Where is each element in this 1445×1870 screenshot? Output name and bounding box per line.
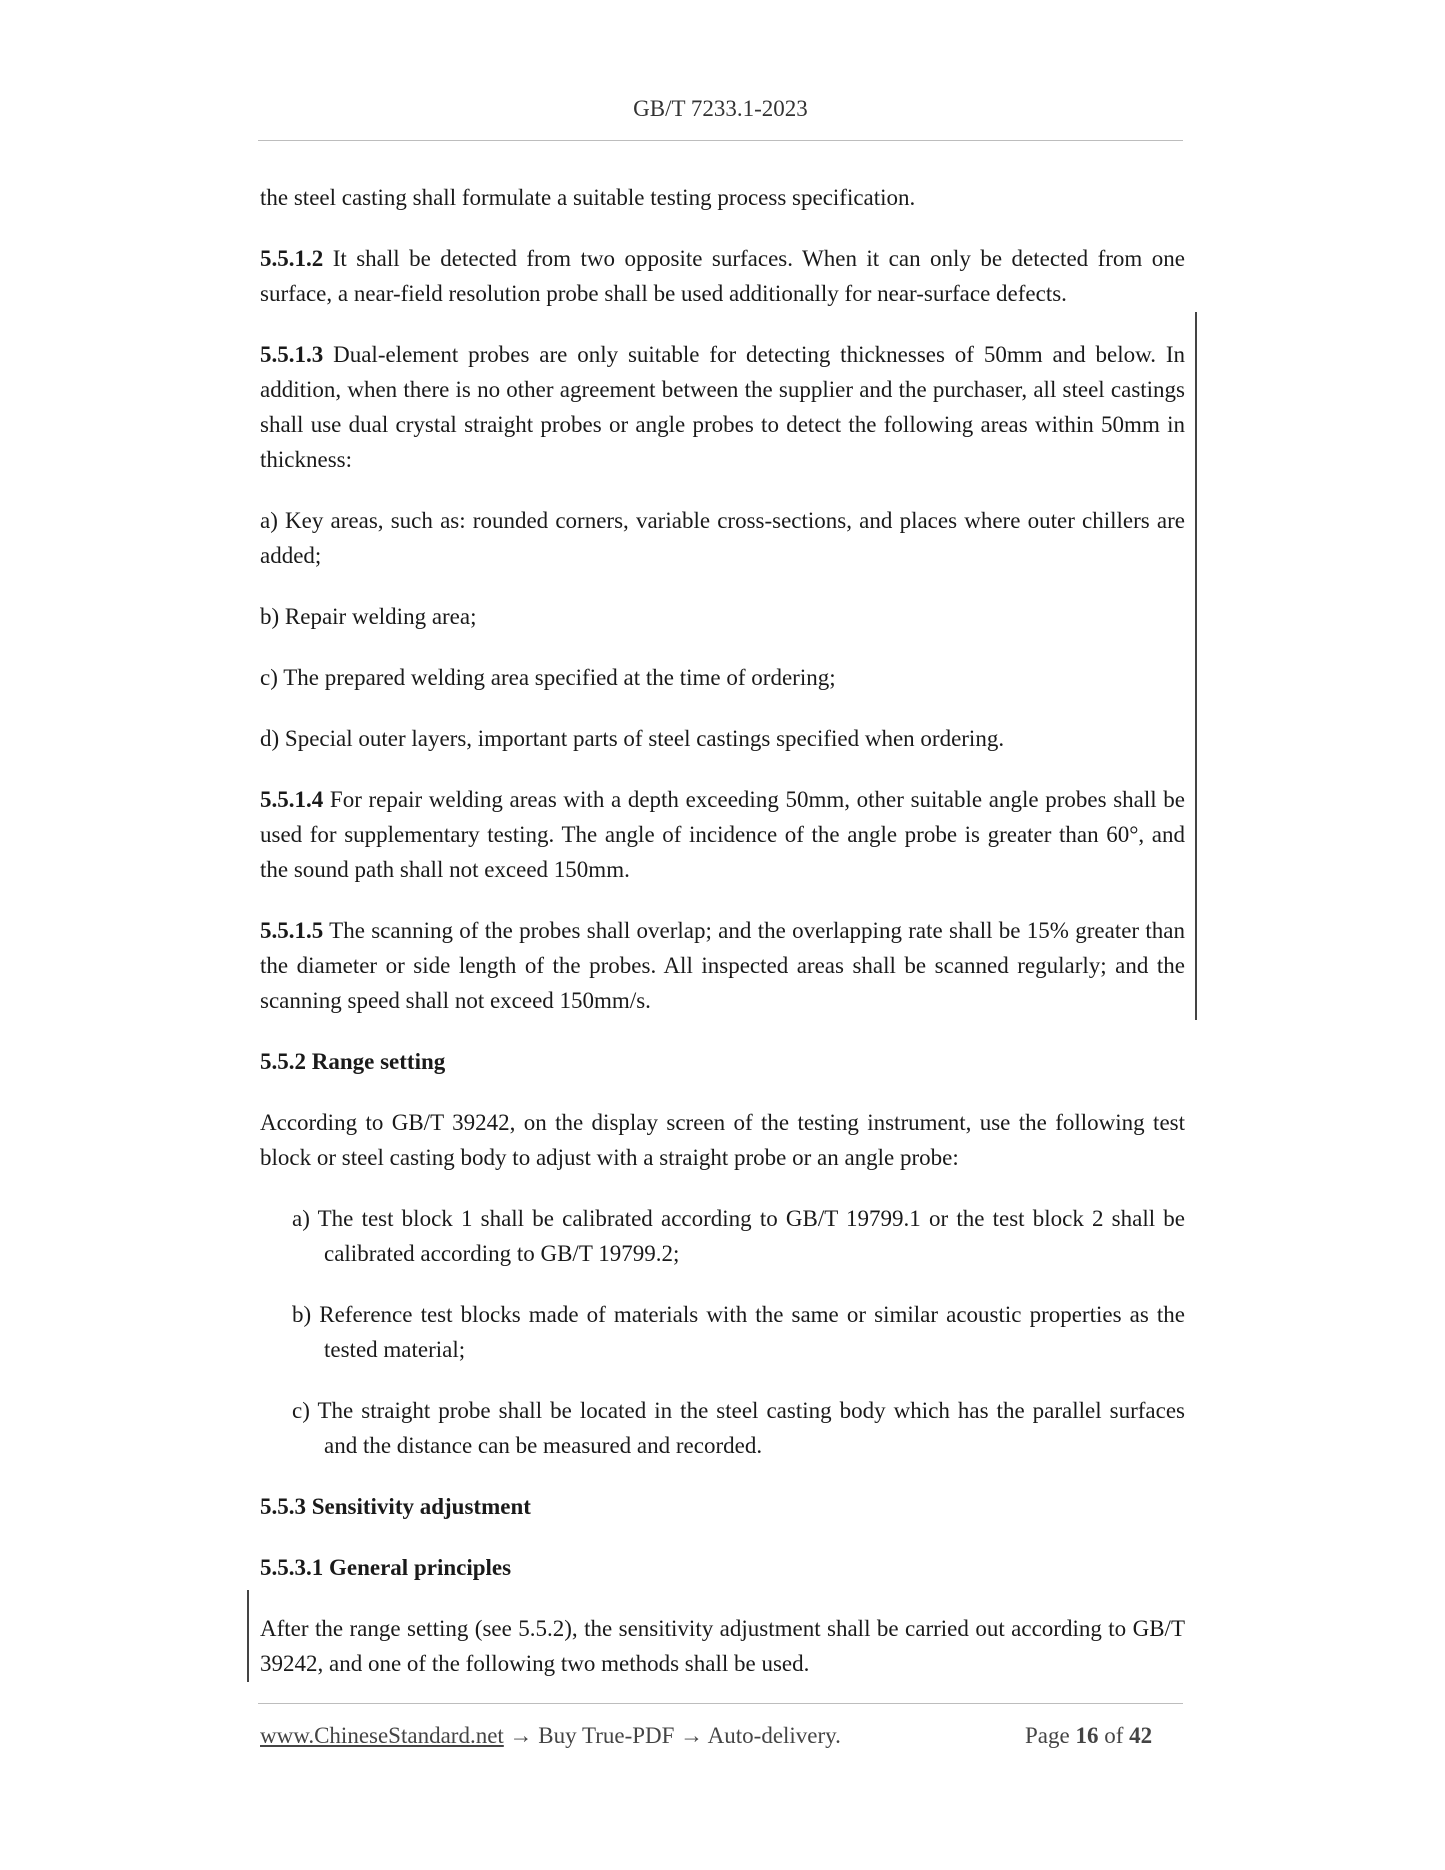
page-total: 42 xyxy=(1129,1723,1153,1748)
promo-text: → Buy True-PDF → Auto-delivery. xyxy=(503,1723,841,1748)
of-word: of xyxy=(1104,1723,1124,1748)
list-item: a) The test block 1 shall be calibrated according to GB/T 19799.1 or the test block 2 shall be calibrated according to GB/T 19799.2; xyxy=(292,1206,1185,1266)
clause-text: Dual-element probes are only suitable for detecting thicknesses of 50mm and below. In addition, when there is no other agreement between the supplier and the purchaser, all steel castings shall use dual crystal straight probes or angle probes to detect the following areas within 50mm in thickness: xyxy=(260,342,1185,472)
list-item: d) Special outer layers, important parts of steel castings specified when ordering. xyxy=(260,726,1005,751)
list-item: b) Repair welding area; xyxy=(260,604,477,629)
list-item: a) Key areas, such as: rounded corners, variable cross-sections, and places where outer chillers are added; xyxy=(260,508,1185,568)
footer-promo xyxy=(260,1723,841,1749)
section-heading-5-5-2: 5.5.2 Range setting xyxy=(260,1049,446,1074)
clause-text: The scanning of the probes shall overlap; and the overlapping rate shall be 15% greater than the diameter or side length of the probes. All inspected areas shall be scanned regularly; and the scanning speed shall not exceed 150mm/s. xyxy=(260,918,1185,1013)
clause-number: 5.5.1.2 xyxy=(260,246,324,271)
paragraph-5-5-1-4 xyxy=(260,782,1185,887)
page-number: 16 xyxy=(1075,1723,1099,1748)
clause-text: For repair welding areas with a depth exceeding 50mm, other suitable angle probes shall be used for supplementary testing. The angle of incidence of the angle probe is greater than 60°, and the sound path shall not exceed 150mm. xyxy=(260,787,1185,882)
paragraph-5-5-1-5 xyxy=(260,913,1185,1018)
list-item: b) Reference test blocks made of materials with the same or similar acoustic properties as the tested material; xyxy=(292,1302,1185,1362)
section-heading-5-5-3: 5.5.3 Sensitivity adjustment xyxy=(260,1494,531,1519)
paragraph-5-5-1-2 xyxy=(260,241,1185,311)
clause-text: It shall be detected from two opposite surfaces. When it can only be detected from one surface, a near-field resolution probe shall be used additionally for near-surface defects. xyxy=(260,246,1185,306)
document-body xyxy=(260,180,1185,1707)
change-bar-left xyxy=(247,1590,249,1682)
paragraph-5-5-1-3 xyxy=(260,337,1185,477)
clause-number: 5.5.1.3 xyxy=(260,342,324,367)
clause-number: 5.5.1.4 xyxy=(260,787,324,812)
list-item: c) The straight probe shall be located in the steel casting body which has the parallel surfaces and the distance can be measured and recorded. xyxy=(292,1398,1185,1458)
footer-divider xyxy=(258,1703,1183,1704)
paragraph-5-5-3-1: After the range setting (see 5.5.2), the sensitivity adjustment shall be carried out according to GB/T 39242, and one of the following two methods shall be used. xyxy=(260,1616,1185,1676)
paragraph-intro: the steel casting shall formulate a suitable testing process specification. xyxy=(260,185,916,210)
section-heading-5-5-3-1: 5.5.3.1 General principles xyxy=(260,1555,512,1580)
site-link[interactable]: www.ChineseStandard.net xyxy=(260,1723,504,1748)
paragraph-5-5-2: According to GB/T 39242, on the display screen of the testing instrument, use the following test block or steel casting body to adjust with a straight probe or an angle probe: xyxy=(260,1110,1185,1170)
page-indicator xyxy=(1025,1723,1152,1749)
document-header-title: GB/T 7233.1-2023 xyxy=(633,96,808,121)
page-word: Page xyxy=(1025,1723,1070,1748)
header-divider xyxy=(258,140,1183,141)
change-bar-right xyxy=(1195,312,1197,1020)
clause-number: 5.5.1.5 xyxy=(260,918,324,943)
list-item: c) The prepared welding area specified at the time of ordering; xyxy=(260,665,836,690)
